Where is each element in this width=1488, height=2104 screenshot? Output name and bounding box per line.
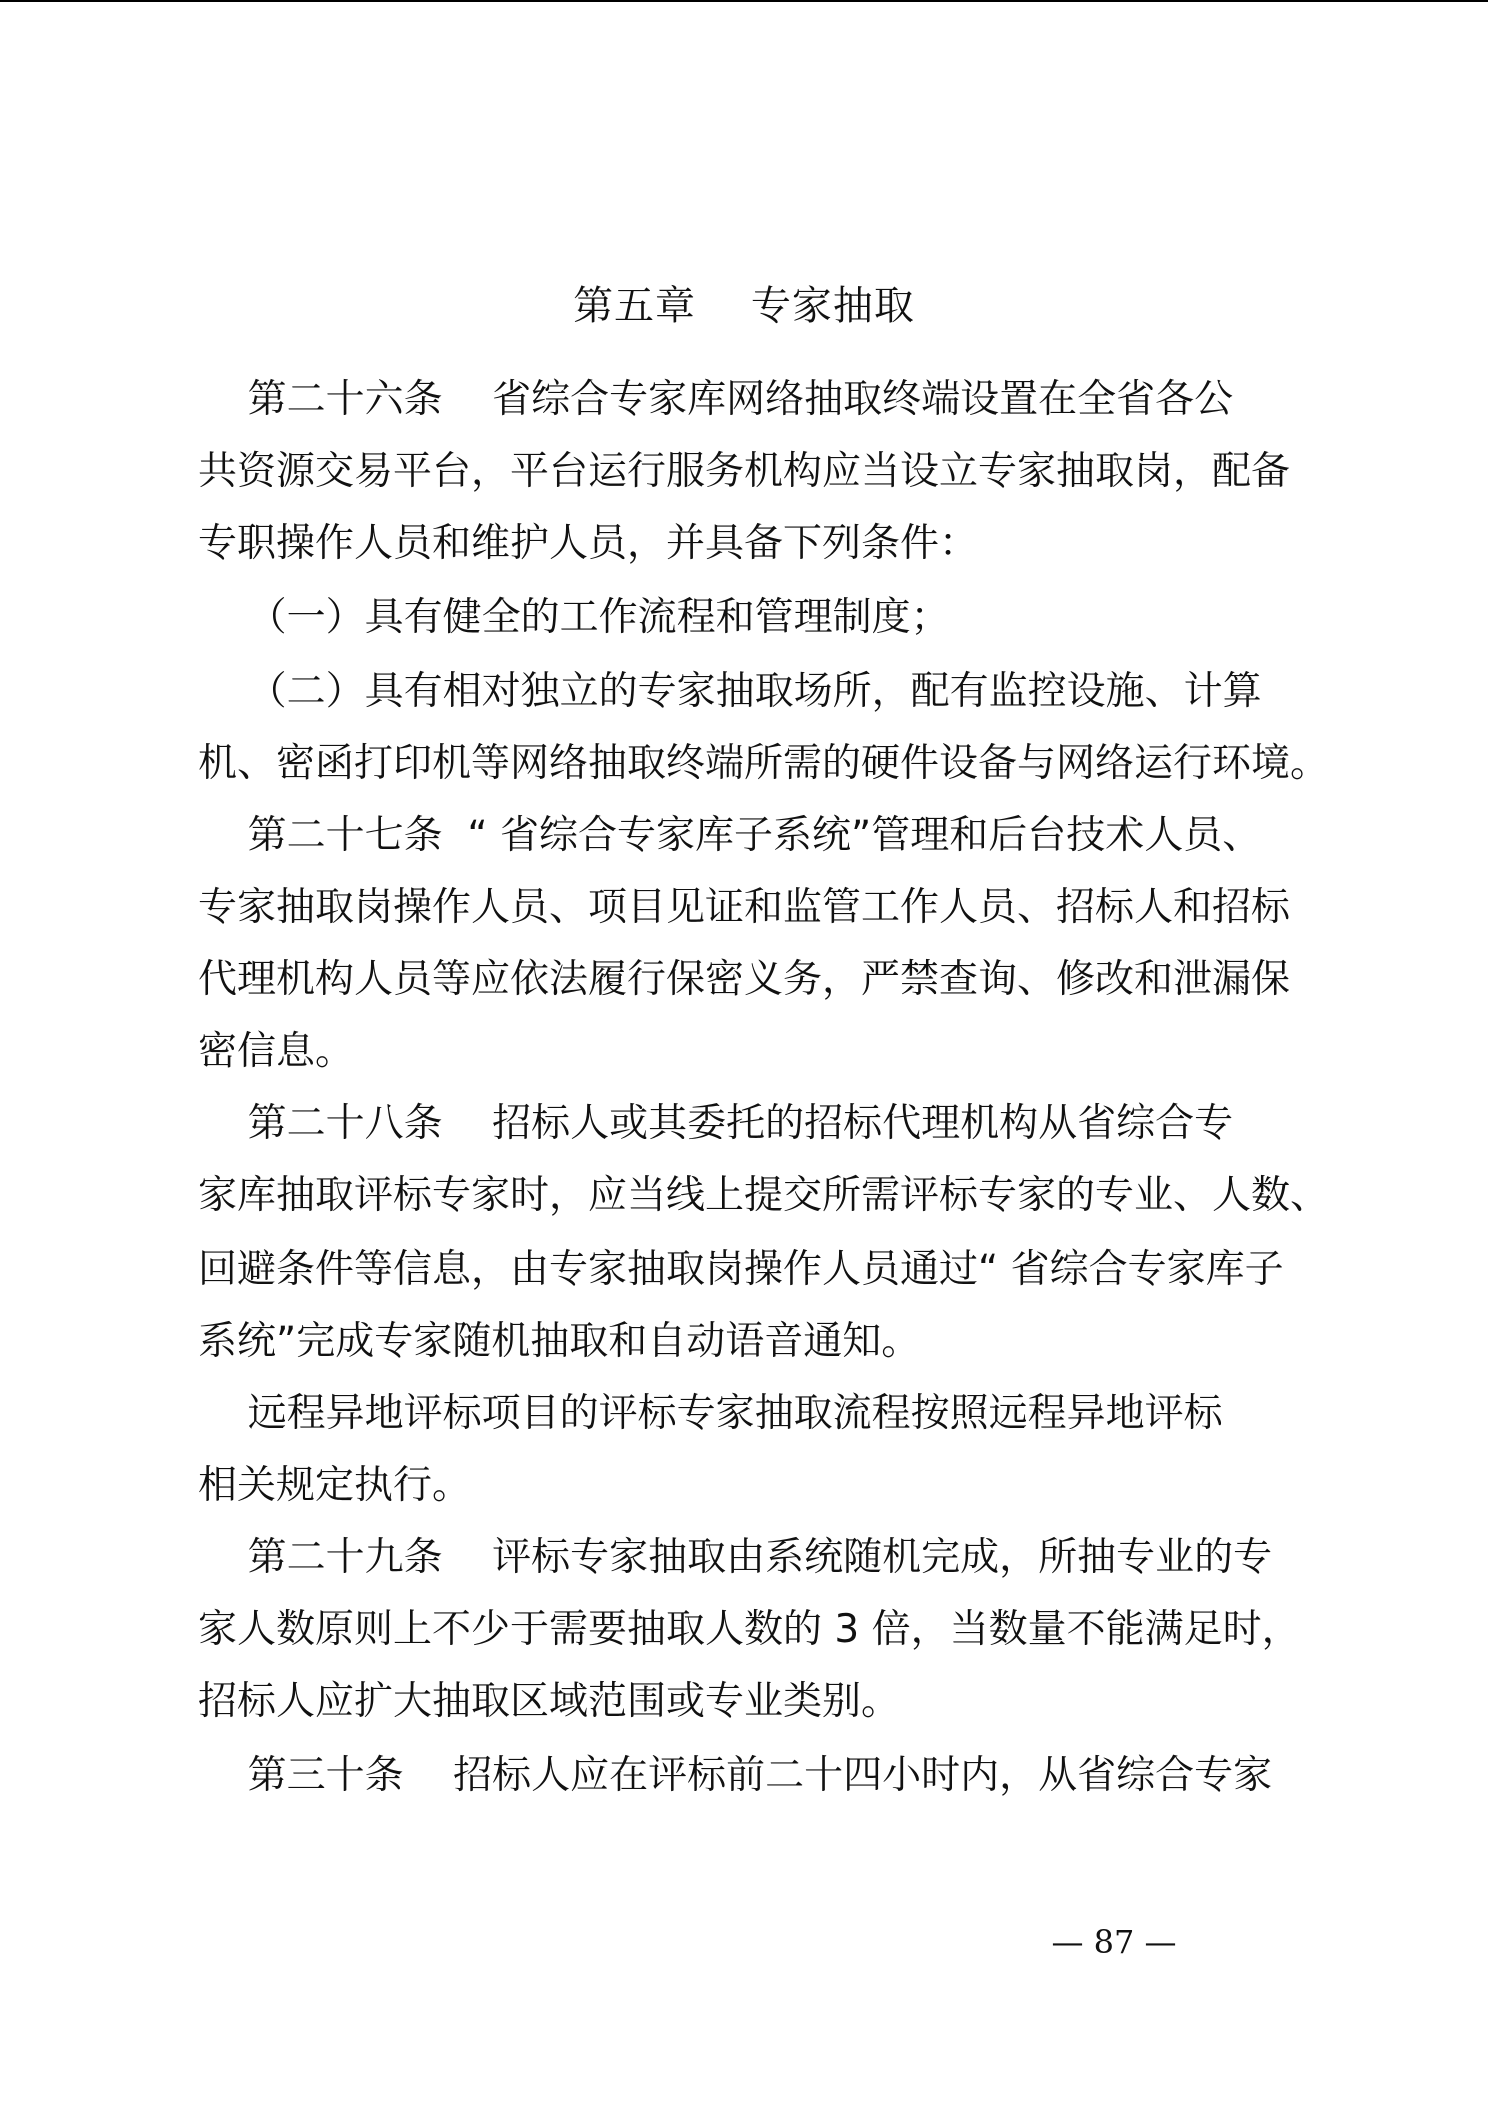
text-line: 密信息。 [198,1029,355,1074]
text-line: 家库抽取评标专家时，应当线上提交所需评标专家的专业、人数、 [198,1173,1330,1218]
text-line: 回避条件等信息，由专家抽取岗操作人员通过“ 省综合专家库子 [198,1247,1284,1292]
text-line: 共资源交易平台，平台运行服务机构应当设立专家抽取岗，配备 [198,449,1291,494]
text-line: 第二十九条 评标专家抽取由系统随机完成，所抽专业的专 [198,1535,1273,1580]
text-line: （二）具有相对独立的专家抽取场所，配有监控设施、计算 [198,669,1262,714]
chapter-title: 第五章 专家抽取 [573,283,915,329]
text-line: 招标人应扩大抽取区域范围或专业类别。 [198,1679,901,1724]
text-line: 专家抽取岗操作人员、项目见证和监管工作人员、招标人和招标 [198,885,1291,930]
text-line: 第二十六条 省综合专家库网络抽取终端设置在全省各公 [198,377,1234,422]
text-line: 第二十七条 “ 省综合专家库子系统”管理和后台技术人员、 [198,813,1262,858]
text-line: 第二十八条 招标人或其委托的招标代理机构从省综合专 [198,1101,1234,1146]
text-line: 第三十条 招标人应在评标前二十四小时内，从省综合专家 [198,1753,1273,1798]
top-border [0,0,1488,2]
page-number [0,1918,1488,1966]
text-line: 专职操作人员和维护人员，并具备下列条件： [198,521,979,566]
text-line: 远程异地评标项目的评标专家抽取流程按照远程异地评标 [198,1391,1223,1436]
text-line: 机、密函打印机等网络抽取终端所需的硬件设备与网络运行环境。 [198,741,1330,786]
text-line: 系统”完成专家随机抽取和自动语音通知。 [198,1319,921,1364]
text-line: 家人数原则上不少于需要抽取人数的 3 倍，当数量不能满足时， [198,1607,1301,1652]
page-number-text: — 87 — [1051,1923,1177,1961]
text-line: （一）具有健全的工作流程和管理制度； [198,595,950,640]
text-line: 代理机构人员等应依法履行保密义务，严禁查询、修改和泄漏保 [198,957,1291,1002]
text-line: 相关规定执行。 [198,1463,472,1508]
